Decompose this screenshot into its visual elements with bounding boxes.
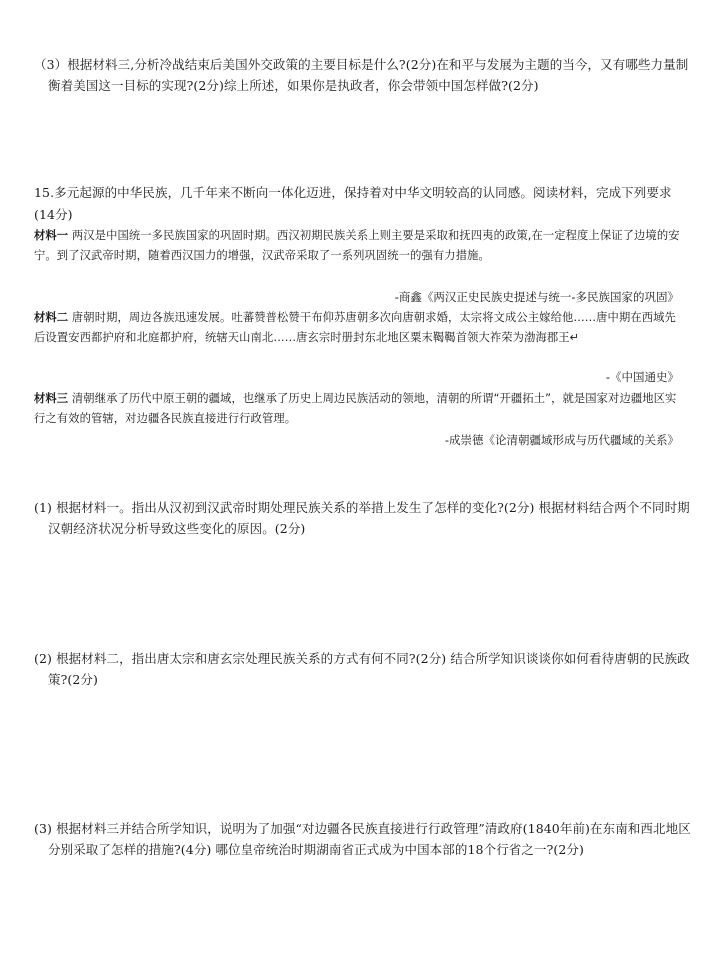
material-3-label: 材料三: [34, 392, 69, 405]
material-2-label: 材料二: [34, 311, 69, 324]
material-3-text: 清朝继承了历代中原王朝的疆域，也继承了历史上周边民族活动的领地，清朝的所谓“开疆拓土”，就是国家对边疆地区实行之有效的管辖，对边疆各民族直接进行行政管理。: [34, 392, 677, 425]
q15-sub1-question: (1) 根据材料一。指出从汉初到汉武帝时期处理民族关系的举措上发生了怎样的变化?(2分) 根据材料结合两个不同时期汉朝经济状况分析导致这些变化的原因。(2分): [34, 500, 690, 536]
material-2-source: -《中国通史》: [605, 370, 679, 384]
material-3-source: -成崇德《论清朝疆域形成与历代疆域的关系》: [444, 433, 679, 447]
material-1-label: 材料一: [34, 229, 69, 242]
material-2-text: 唐朝时期，周边各族迅速发展。吐蕃赞普松赞干布仰苏唐朝多次向唐朝求婚，太宗将文成公主嫁给他……唐中期在西域先后设置安西都护府和北庭都护府，统辖天山南北……唐玄宗时册封东北地区粟末鞨鞨首领大祚荣为渤海郡王↵: [34, 311, 676, 344]
q15-sub3-question: (3) 根据材料三并结合所学知识，说明为了加强“对边疆各民族直接进行行政管理”清政府(1840年前)在东南和西北地区分别采取了怎样的措施?(4分) 哪位皇帝统治时期湖南省正式成为中国本部的18个行省之一?(2分): [34, 821, 691, 857]
material-1-source: -商鑫《两汉正史民族史提述与统一-多民族国家的巩固》: [394, 290, 679, 304]
q14-part3-question: （3）根据材料三,分析冷战结束后美国外交政策的主要目标是什么?(2分)在和平与发展为主题的当今，又有哪些力量制衡着美国这一目标的实现?(2分)综上所述，如果你是执政者，你会带领中国怎样做?(2分): [34, 57, 689, 93]
material-1-text: 两汉是中国统一多民族国家的巩固时期。西汉初期民族关系上则主要是采取和抚四夷的政策,在一定程度上保证了边境的安宁。到了汉武帝时期，随着西汉国力的增强，汉武帝采取了一系列巩固统一的强有力措施。: [34, 229, 680, 262]
material-2: [34, 308, 680, 348]
q15-stem: 15.多元起源的中华民族，几千年来不断向一体化迈进，保持着对中华文明较高的认同感。阅读材料，完成下列要求(14分): [34, 185, 672, 222]
material-3: [34, 389, 680, 429]
material-1: [34, 226, 680, 266]
q15-sub2-question: (2) 根据材料二，指出唐太宗和唐玄宗处理民族关系的方式有何不同?(2分) 结合所学知识谈谈你如何看待唐朝的民族政策?(2分): [34, 651, 690, 687]
